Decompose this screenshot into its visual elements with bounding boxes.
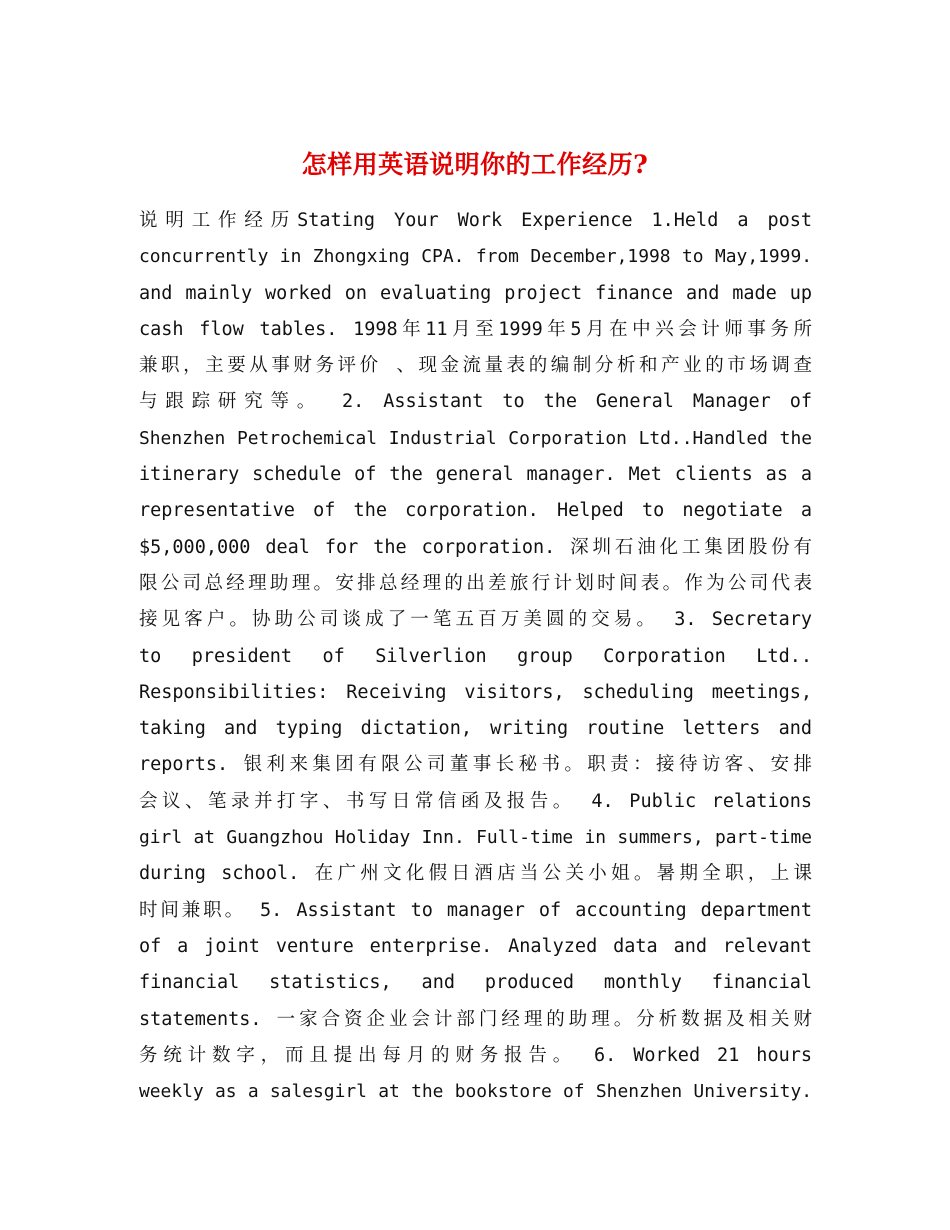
text-line: during school. 在广州文化假日酒店当公关小姐。暑期全职，上课	[139, 863, 812, 885]
text-line: concurrently in Zhongxing CPA. from December,1998 to May,1999.	[139, 246, 812, 268]
text-line: financial statistics, and produced monthly financial	[139, 972, 812, 994]
text-line: Responsibilities: Receiving visitors, scheduling meetings,	[139, 681, 812, 703]
text-line: 时间兼职。 5. Assistant to manager of accounting department	[139, 899, 812, 921]
text-line: 与跟踪研究等。 2. Assistant to the General Manager of	[139, 391, 812, 413]
text-line: to president of Silverlion group Corporation Ltd..	[139, 645, 812, 667]
text-line: reports. 银利来集团有限公司董事长秘书。职责：接待访客、安排	[139, 754, 812, 776]
text-line: 务统计数字，而且提出每月的财务报告。 6. Worked 21 hours	[139, 1044, 812, 1066]
body-paragraph	[139, 203, 812, 1110]
text-line: 兼职，主要从事财务评价 、现金流量表的编制分析和产业的市场调查	[139, 355, 812, 377]
text-line: 会议、笔录并打字、书写日常信函及报告。 4. Public relations	[139, 790, 812, 812]
text-line: cash flow tables. 1998年11月至1999年5月在中兴会计师事务所	[139, 318, 812, 340]
text-line: girl at Guangzhou Holiday Inn. Full-time in summers, part-time	[139, 827, 812, 849]
text-line: representative of the corporation. Helped to negotiate a	[139, 500, 812, 522]
text-line: statements. 一家合资企业会计部门经理的助理。分析数据及相关财	[139, 1008, 812, 1030]
text-line: $5,000,000 deal for the corporation. 深圳石油化工集团股份有	[139, 536, 812, 558]
text-line: 限公司总经理助理。安排总经理的出差旅行计划时间表。作为公司代表	[139, 572, 812, 594]
text-line: and mainly worked on evaluating project finance and made up	[139, 282, 812, 304]
text-line: of a joint venture enterprise. Analyzed data and relevant	[139, 935, 812, 957]
text-line: taking and typing dictation, writing routine letters and	[139, 718, 812, 740]
text-line: Shenzhen Petrochemical Industrial Corporation Ltd..Handled the	[139, 427, 812, 449]
text-line: itinerary schedule of the general manager. Met clients as a	[139, 464, 812, 486]
text-line: 说明工作经历Stating Your Work Experience 1.Held a post	[139, 210, 812, 231]
text-line: 接见客户。协助公司谈成了一笔五百万美圆的交易。 3. Secretary	[139, 609, 812, 631]
text-line: weekly as a salesgirl at the bookstore of Shenzhen University.	[139, 1081, 812, 1103]
page-title: 怎样用英语说明你的工作经历?	[301, 149, 649, 179]
